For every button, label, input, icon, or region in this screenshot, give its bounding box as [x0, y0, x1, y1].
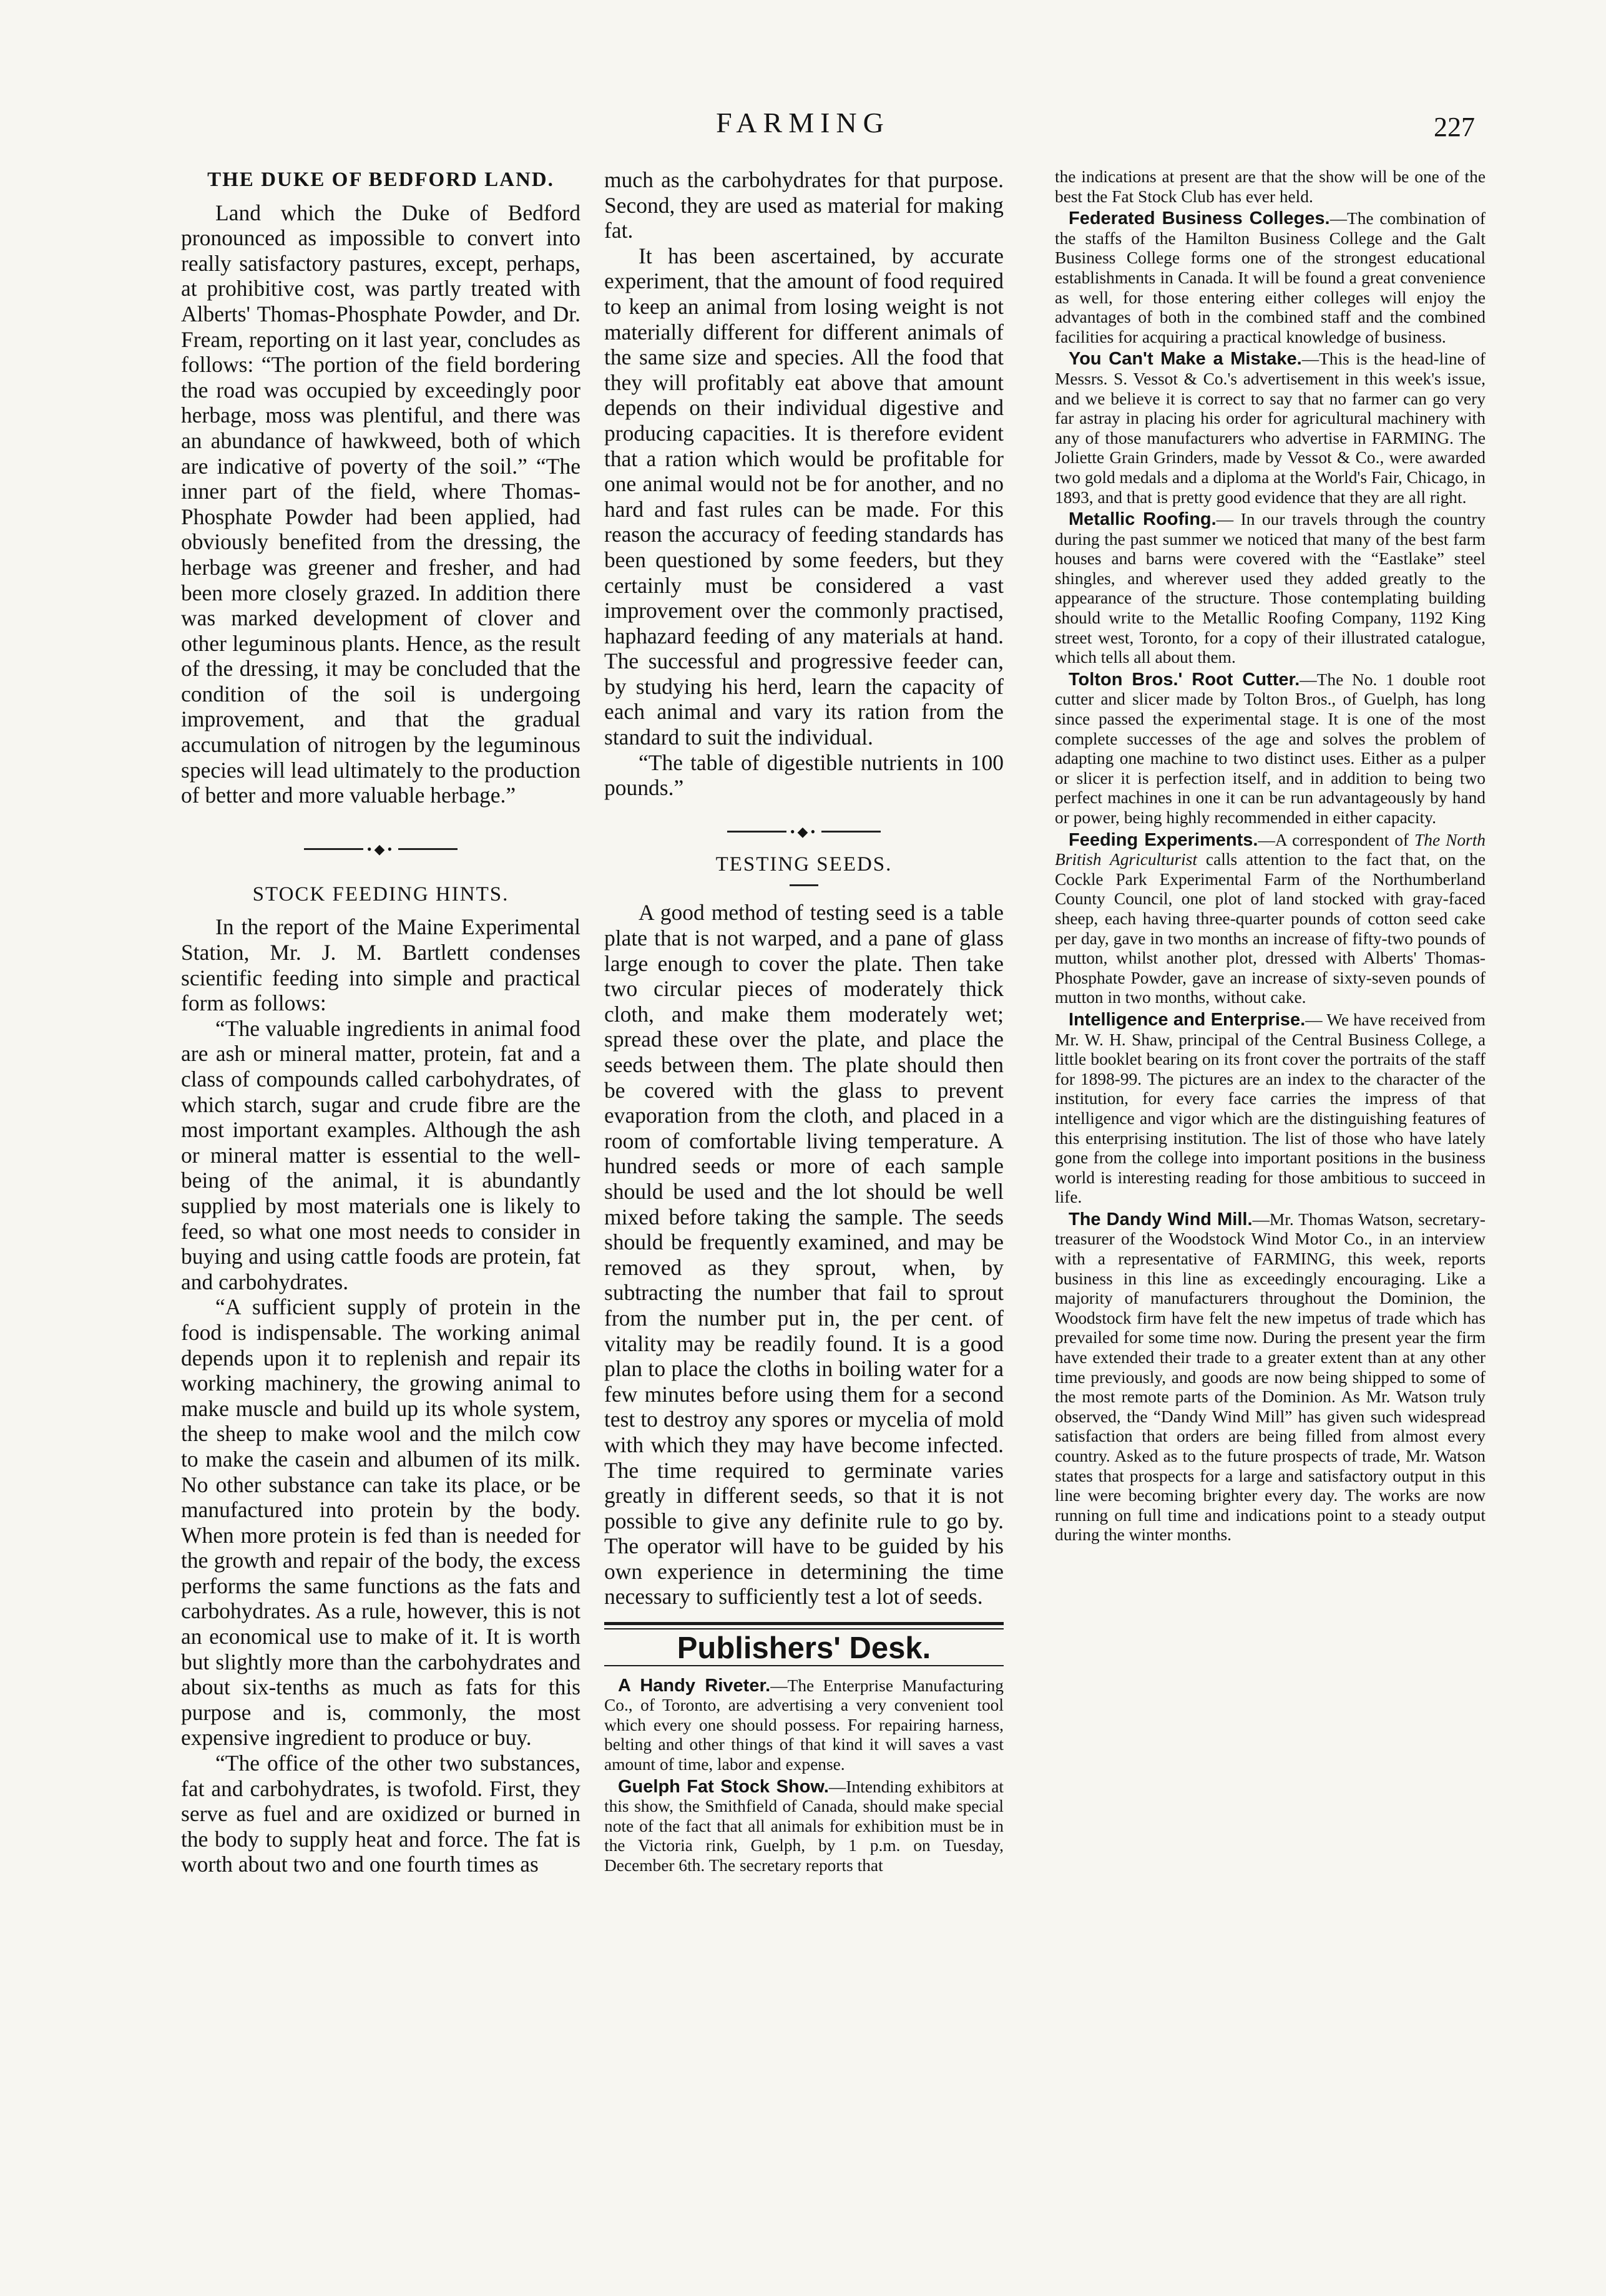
notice-dandy-wind-mill — [1055, 1210, 1486, 1545]
divider-line — [821, 831, 881, 833]
stock-paragraph: It has been ascertained, by accurate experiment, that the amount of food required to keep an animal from losing weight is not materially different for different animals of the same size and species. All the food that they will profitably eat above that amount depends on their individual digestive and producing capacities. It is therefore evident that a ration which would be profitable for one animal would not be for another, and no hard and fast rules can be made. For this reason the accuracy of feeding standards has been questioned by some feeders, but they certainly must be considered a vast improvement over the commonly practised, haphazard feeding of any materials at hand. The successful and progressive feeder can, by studying his herd, learn the capacity of each animal and vary its ration from the standard to suit the individual. — [604, 243, 1004, 750]
desk-rule-thin — [604, 1628, 1004, 1629]
notice-heading: Federated Business Colleges. — [1069, 208, 1330, 229]
notice-you-cant-make-a-mistake — [1055, 349, 1486, 507]
notice-body: —The Enterprise Manufacturing Co., of Toronto, are advertising a very convenient tool which every one should possess. For repairing harness, belting and other things of that kind it will saves a vast amount of time, labor and expense. — [604, 1676, 1004, 1774]
heading-duke-of-bedford-land: THE DUKE OF BEDFORD LAND. — [207, 169, 554, 191]
stock-paragraph: “The valuable ingredients in animal food are ash or mineral matter, protein, fat and a class of compounds called carbohydrates, of which starch, sugar and crude fibre are the most important examples. Although the ash or mineral matter is essential to the well-being of the animal, it is abundantly supplied by most materials one is likely to feed, so what one most needs to consider in buying and using cattle foods are protein, fat and carbohydrates. — [181, 1015, 580, 1294]
divider-line — [304, 848, 363, 850]
journal-title: The North British Agriculturist — [1055, 830, 1486, 869]
divider-dots: •◆• — [366, 841, 395, 857]
notice-body: —Mr. Thomas Watson, secretary-treasurer of the Woodstock Wind Motor Co., in an interview with a representative of FARMING, this week, reports business in this line as exceedingly encouraging. Like a majority of manufacturers throughout the Dominion, the Woodstock firm have felt the new impetus of trade which has prevailed for some time now. During the present year the firm have extended their trade to a greater extent than at any other time previously, and goods are now being shipped to some of the most remote parts of the Dominion. As Mr. Watson truly observed, the “Dandy Wind Mill” has given such widespread satisfaction that orders are being filled from almost every country. Asked as to the future prospects of trade, Mr. Watson states that prospects for a large and satisfactory output in this line were becoming brighter every day. The works are now running on full time and indications point to a steady output during the winter months. — [1055, 1209, 1486, 1545]
running-head — [0, 106, 1606, 150]
heading-stock-feeding-hints: STOCK FEEDING HINTS. — [252, 882, 509, 906]
notice-federated-business-colleges — [1055, 209, 1486, 347]
notice-body: —This is the head-line of Messrs. S. Vessot & Co.'s advertisement in this week's issue, and we believe it is correct to say that no farmer can go very far astray in placing his order for agricultural machinery with any of those manufacturers who advertise in FARMING. The Joliette Grain Grinders, made by Vessot & Co., were awarded two gold medals and a diploma at the World's Fair, Chicago, in 1893, and that is pretty good evidence that they are all right. — [1055, 349, 1486, 507]
stock-paragraph: “A sufficient supply of protein in the food is indispensable. The working animal depends upon it to replenish and repair its working machinery, the growing animal to make muscle and build up its whole system, the sheep to make wool and the milch cow to make the casein and albumen of its milk. No other substance can take its place, or be manufactured into protein by the body. When more protein is fed than is needed for the growth and repair of the body, the excess performs the same functions as the fats and carbohydrates. As a rule, however, this is not an economical use to make of it. It is worth but slightly more than the carbohydrates and about six-tenths as much as fats for this purpose and is, commonly, the most expensive ingredient to produce or buy. — [181, 1294, 580, 1751]
heading-testing-seeds: TESTING SEEDS. — [715, 852, 893, 876]
notice-tolton-bros-root-cutter — [1055, 670, 1486, 828]
notice-heading: The Dandy Wind Mill. — [1069, 1209, 1253, 1229]
heading-publishers-desk: Publishers' Desk. — [677, 1631, 931, 1666]
column-2 — [604, 167, 1004, 2270]
stock-paragraph: “The table of digestible nutrients in 100 pounds.” — [604, 750, 1004, 801]
section-divider — [604, 823, 1004, 839]
page-number: 227 — [1434, 112, 1475, 142]
notice-body: —Intending exhibitors at this show, the Smithfield of Canada, should make special note of the fact that all animals for exhibition must be in the Victoria rink, Guelph, by 1 p.m. on Tuesday, December 6th. The secretary reports that — [604, 1777, 1004, 1875]
section-divider — [181, 843, 580, 856]
short-rule — [790, 884, 818, 886]
bedford-paragraph: Land which the Duke of Bedford pronounced as impossible to convert into really satisfactory pastures, except, perhaps, at prohibitive cost, was partly treated with Alberts' Thomas-Phosphate Powder, and Dr. Fream, reporting on it last year, concludes as follows: “The portion of the field bordering the road was occupied by exceedingly poor herbage, moss was plentiful, and there was an abundance of hawkweed, both of which are indicative of poverty of the soil.” “The inner part of the field, where Thomas-Phosphate Powder had been applied, had obviously benefited from the dressing, the herbage was greener and fresher, and had been more closely grazed. In addition there was marked development of clover and other leguminous plants. Hence, as the result of the dressing, it may be concluded that the condition of the soil is undergoing improvement, and that the gradual accumulation of nitrogen by the leguminous species will lead ultimately to the production of better and more valuable herbage.” — [181, 200, 580, 808]
notice-body: —The No. 1 double root cutter and slicer made by Tolton Bros., of Guelph, has long since passed the experimental stage. It is one of the most complete successes of the age and solves the problem of adapting one machine to two distinct uses. Either as a pulper or slicer it is perfection itself, and in addition to being two perfect machines in one it can be run advantageously by hand or power, being highly recommended in either capacity. — [1055, 670, 1486, 827]
notice-body: — We have received from Mr. W. H. Shaw, principal of the Central Business College, a little booklet bearing on its front cover the portraits of the staff for 1898-99. The pictures are an index to the character of the institution, for every face carries the impress of that intelligence and vigor which are the distinguishing features of this enterprising institution. The list of those who have lately gone from the college into important positions in the business world is interesting reading for those ambitious to succeed in life. — [1055, 1010, 1486, 1207]
notice-intelligence-and-enterprise — [1055, 1010, 1486, 1208]
notice-heading: Tolton Bros.' Root Cutter. — [1069, 669, 1300, 690]
notice-heading: Feeding Experiments. — [1069, 829, 1258, 850]
notice-guelph-continued: the indications at present are that the show will be one of the best the Fat Stock Club has ever held. — [1055, 167, 1486, 206]
notice-heading: Metallic Roofing. — [1069, 509, 1217, 530]
notice-guelph-fat-stock-show — [604, 1777, 1004, 1876]
notice-metallic-roofing — [1055, 510, 1486, 668]
notice-heading: A Handy Riveter. — [618, 1675, 771, 1696]
notice-body: calls attention to the fact that, on the Cockle Park Experimental Farm of the Northumberland County Council, one plot of land stocked with gray-faced sheep, each having three-quarter pounds of cotton seed cake per day, gave in two months an increase of fifty-two pounds of mutton, whilst another plot, dressed with Alberts' Thomas-Phosphate Powder, gave an increase of sixty-seven pounds of mutton in two months, without cake. — [1055, 850, 1486, 1007]
notice-heading: Guelph Fat Stock Show. — [618, 1776, 829, 1797]
stock-paragraph: In the report of the Maine Experimental Station, Mr. J. M. Bartlett condenses scientific feeding into simple and practical form as follows: — [181, 914, 580, 1016]
notice-heading: You Can't Make a Mistake. — [1069, 349, 1302, 369]
notice-handy-riveter — [604, 1676, 1004, 1775]
divider-dots: •◆• — [790, 823, 818, 839]
stock-paragraph: “The office of the other two substances, fat and carbohydrates, is twofold. First, they serve as fuel and are oxidized or burned in the body to supply heat and force. The fat is worth about two and one fourth times as — [181, 1751, 580, 1877]
notice-body: —A correspondent of — [1258, 830, 1415, 849]
column-1 — [181, 167, 580, 2270]
running-title: FARMING — [716, 107, 890, 139]
notice-feeding-experiments — [1055, 831, 1486, 1008]
divider-line — [727, 831, 786, 833]
divider-line — [398, 848, 458, 850]
seeds-paragraph: A good method of testing seed is a table plate that is not warped, and a pane of glass large enough to cover the plate. Then take two circular pieces of moderately thick cloth, and make them moderately wet; spread these over the plate, and place the seeds between them. The plate should then be covered with the glass to prevent evaporation from the cloth, and placed in a room of comfortable living temperature. A hundred seeds or more of each sample should be used and the lot should be well mixed before taking the sample. The seeds should be frequently examined, and may be removed as they sprout, when, by subtracting the number that fail to sprout from the number put in, the per cent. of vitality may be readily found. It is a good plan to place the cloths in boiling water for a few minutes before using them for a second test to destroy any spores or mycelia of mold with which they may have become infected. The time required to germinate varies greatly in different seeds, so that it is not possible to give any definite rule to go by. The operator will have to be guided by his own experience in determining the time necessary to sufficiently test a lot of seeds. — [604, 900, 1004, 1610]
notice-body: —The combination of the staffs of the Hamilton Business College and the Galt Business College forms one of the strongest educational establishments in Canada. It will be found a great convenience as well, for those entering either colleges will enjoy the advantages of both in the combined staff and the combined facilities for acquiring a practical knowledge of business. — [1055, 209, 1486, 346]
desk-rule-thick — [604, 1622, 1004, 1625]
stock-paragraph-continued: much as the carbohydrates for that purpose. Second, they are used as material for making fat. — [604, 167, 1004, 243]
notice-body: — In our travels through the country during the past summer we noticed that many of the best farm houses and barns were covered with the “Eastlake” steel shingles, and wherever used they added greatly to the appearance of the structure. Those contemplating building should write to the Metallic Roofing Company, 1192 King street west, Toronto, for a copy of their illustrated catalogue, which tells all about them. — [1055, 510, 1486, 667]
notice-heading: Intelligence and Enterprise. — [1069, 1009, 1306, 1030]
column-3 — [1055, 167, 1486, 2270]
